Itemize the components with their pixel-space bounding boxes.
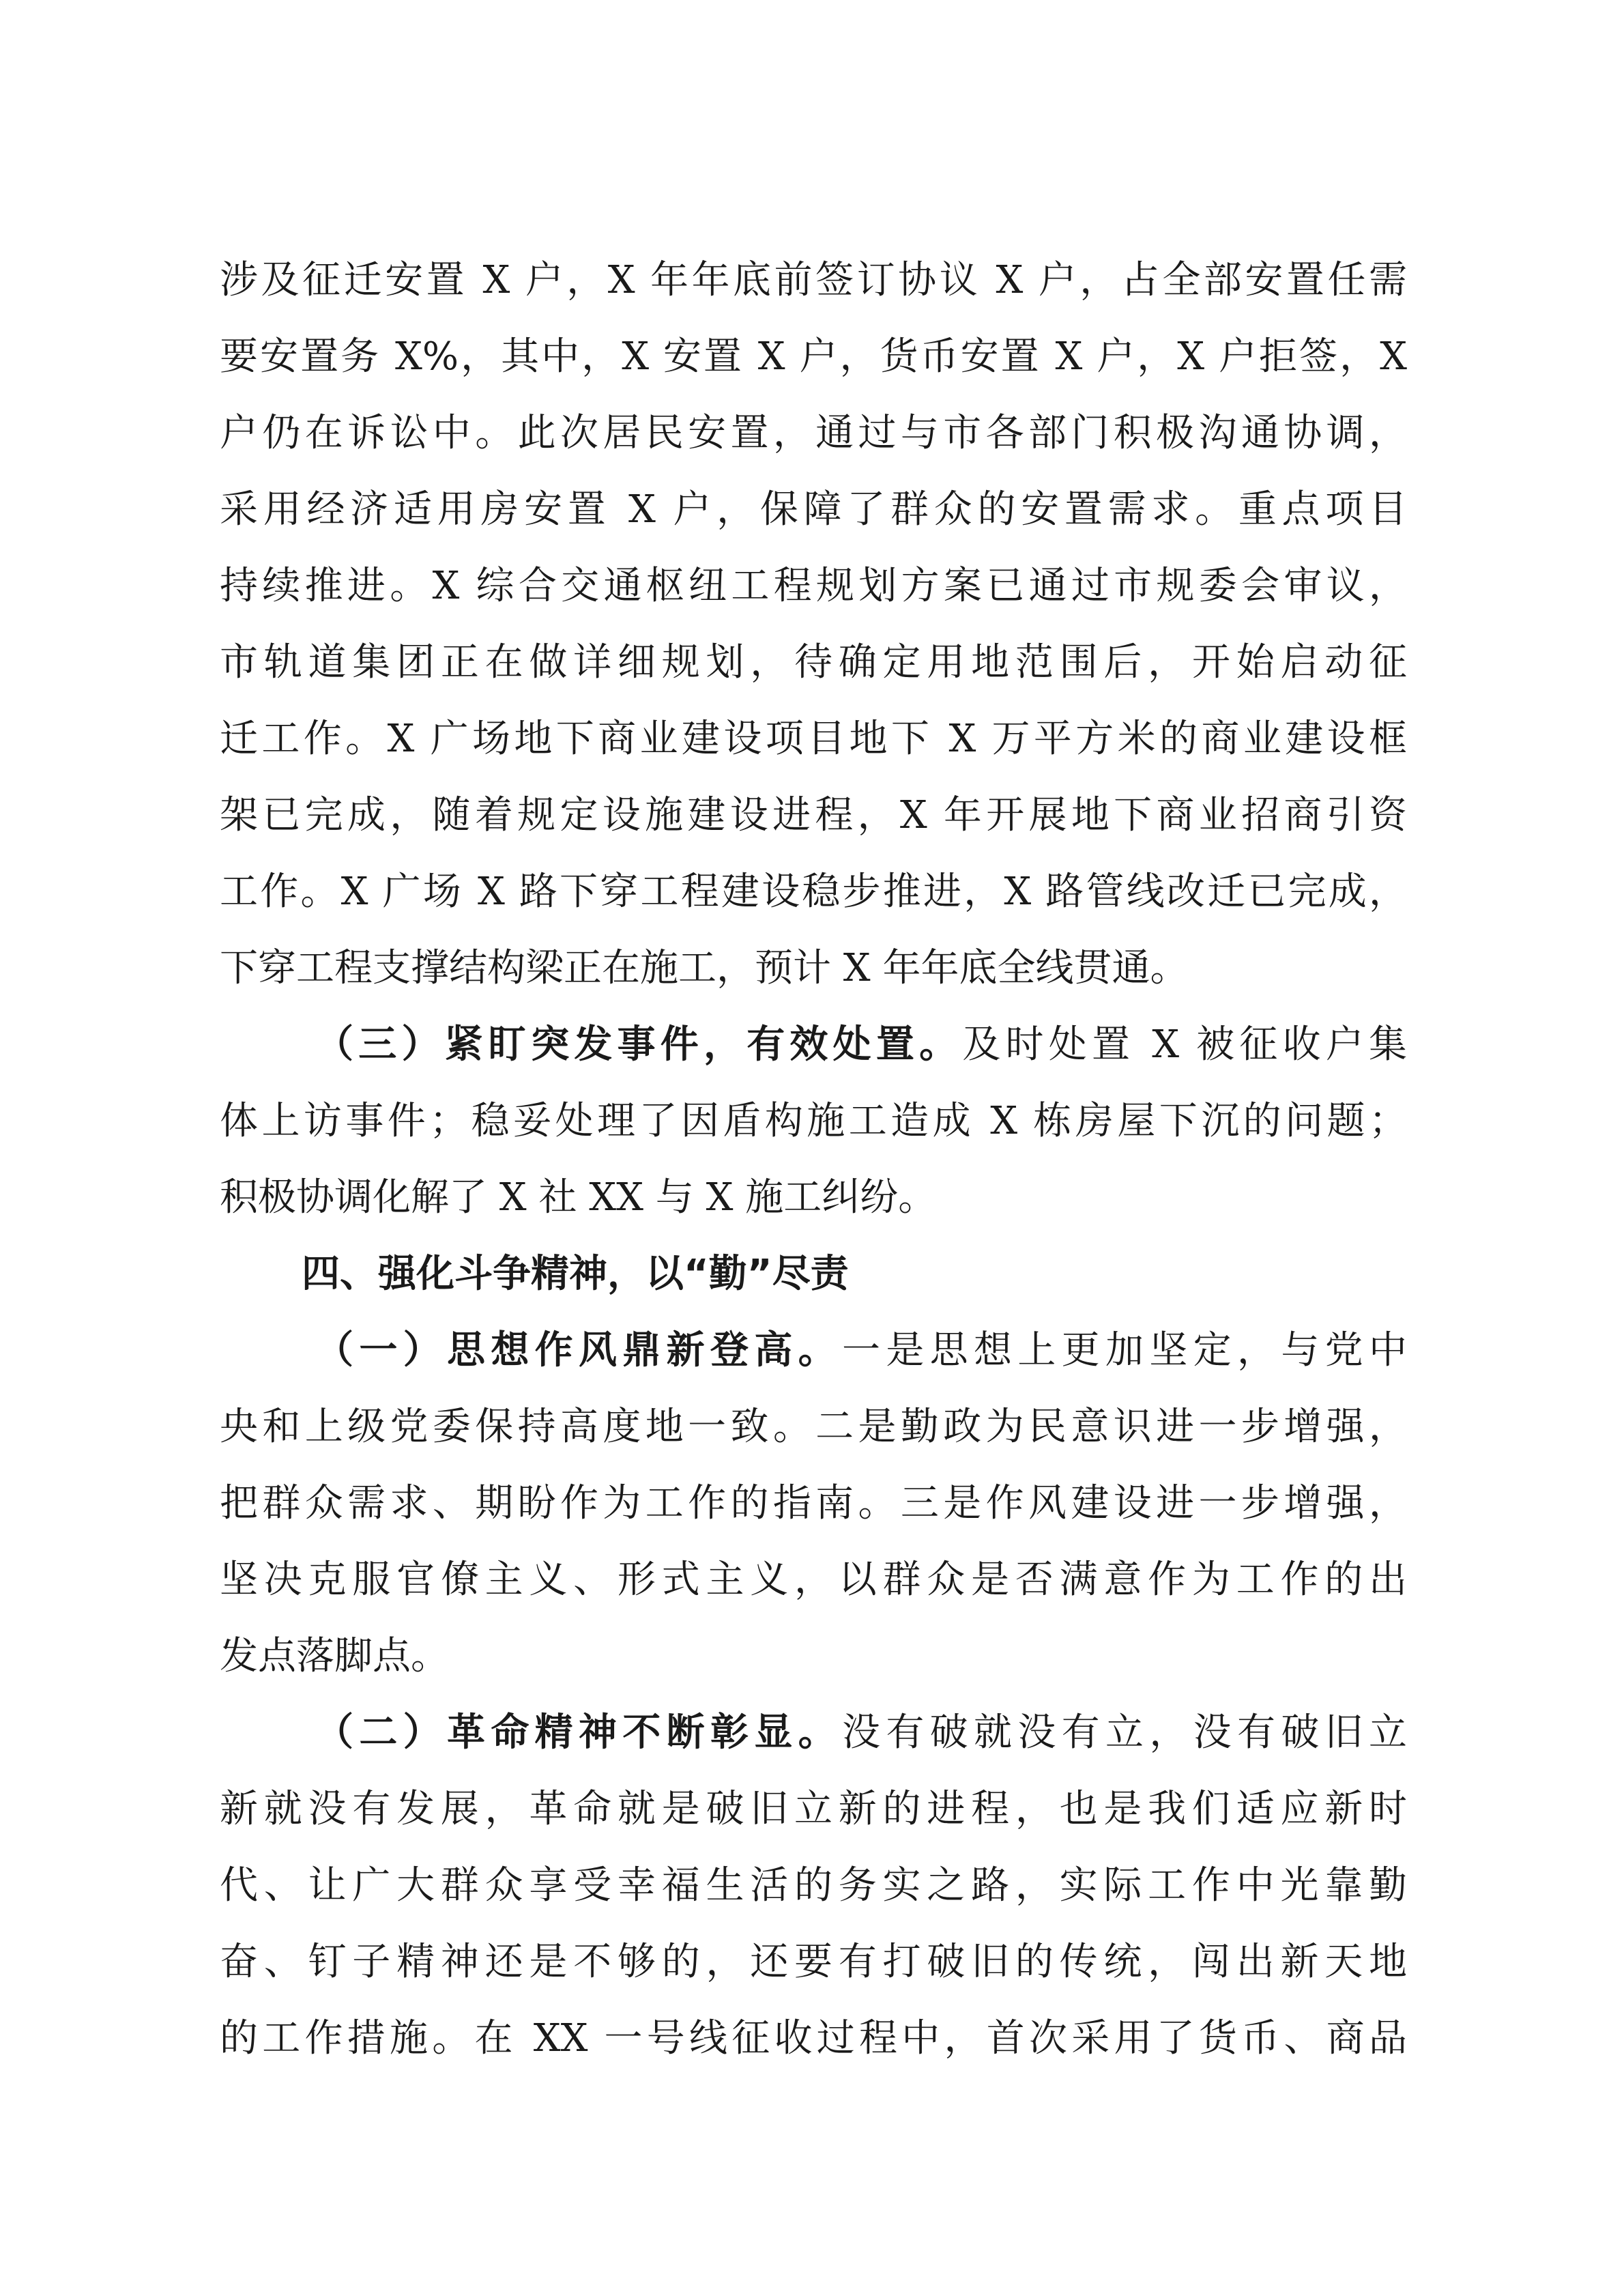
paragraph-thought-style — [220, 1312, 1407, 1695]
paragraph-emergency-handling — [220, 1007, 1407, 1236]
section-lead-text: （二）革命精神不断彰显。 — [315, 1710, 842, 1755]
text-line: 代、让广大群众享受幸福生活的务实之路，实际工作中光靠勤 — [220, 1863, 1407, 1908]
text-line: 架已完成，随着规定设施建设进程，X 年开展地下商业招商引资 — [220, 793, 1407, 837]
text-line: 涉及征迁安置 X 户，X 年年底前签订协议 X 户，占全部安置任需 — [220, 258, 1407, 302]
text-line: 迁工作。X 广场地下商业建设项目地下 X 万平方米的商业建设框 — [220, 717, 1407, 761]
section-lead-text: （一）思想作风鼎新登高。 — [315, 1328, 842, 1373]
text-line — [220, 1312, 1407, 1389]
section-heading-4: 四、强化斗争精神，以“勤”尽责 — [302, 1252, 849, 1296]
text-line: 采用经济适用房安置 X 户，保障了群众的安置需求。重点项目 — [220, 487, 1407, 532]
text-line — [220, 1007, 1407, 1083]
text-line: 要安置务 X%，其中，X 安置 X 户，货币安置 X 户，X 户拒签，X — [220, 334, 1407, 379]
text-line: 下穿工程支撑结构梁正在施工，预计 X 年年底全线贯通。 — [220, 946, 1189, 990]
text-line: 坚决克服官僚主义、形式主义，以群众是否满意作为工作的出 — [220, 1558, 1407, 1602]
text-line: 工作。X 广场 X 路下穿工程建设稳步推进，X 路管线改迁已完成， — [220, 870, 1407, 914]
text-line: 的工作措施。在 XX 一号线征收过程中，首次采用了货币、商品 — [220, 2016, 1407, 2061]
text-line: 新就没有发展，革命就是破旧立新的进程，也是我们适应新时 — [220, 1787, 1407, 1831]
text-line: 发点落脚点。 — [220, 1634, 449, 1678]
section-lead-text: （三）紧盯突发事件，有效处置。 — [315, 1022, 963, 1067]
paragraph-revolutionary-spirit — [220, 1695, 1407, 2077]
text-line: 奋、钉子精神还是不够的，还要有打破旧的传统，闯出新天地 — [220, 1940, 1407, 1984]
text-line: 把群众需求、期盼作为工作的指南。三是作风建设进一步增强， — [220, 1481, 1407, 1525]
text-line: 体上访事件；稳妥处理了因盾构施工造成 X 栋房屋下沉的问题； — [220, 1099, 1407, 1143]
paragraph-resettlement-progress — [220, 242, 1407, 1007]
text-fragment: 及时处置 X 被征收户集 — [962, 1022, 1408, 1067]
text-line: 市轨道集团正在做详细规划，待确定用地范围后，开始启动征 — [220, 640, 1407, 685]
text-fragment: 没有破就没有立，没有破旧立 — [842, 1710, 1408, 1755]
text-fragment: 一是思想上更加坚定，与党中 — [842, 1328, 1408, 1373]
text-line: 积极协调化解了 X 社 XX 与 X 施工纠纷。 — [220, 1175, 937, 1220]
text-line: 户仍在诉讼中。此次居民安置，通过与市各部门积极沟通协调， — [220, 411, 1407, 455]
text-line: 持续推进。X 综合交通枢纽工程规划方案已通过市规委会审议， — [220, 564, 1407, 608]
text-line — [220, 1695, 1407, 1771]
text-line: 央和上级党委保持高度地一致。二是勤政为民意识进一步增强， — [220, 1405, 1407, 1449]
document-body — [220, 242, 1407, 2077]
